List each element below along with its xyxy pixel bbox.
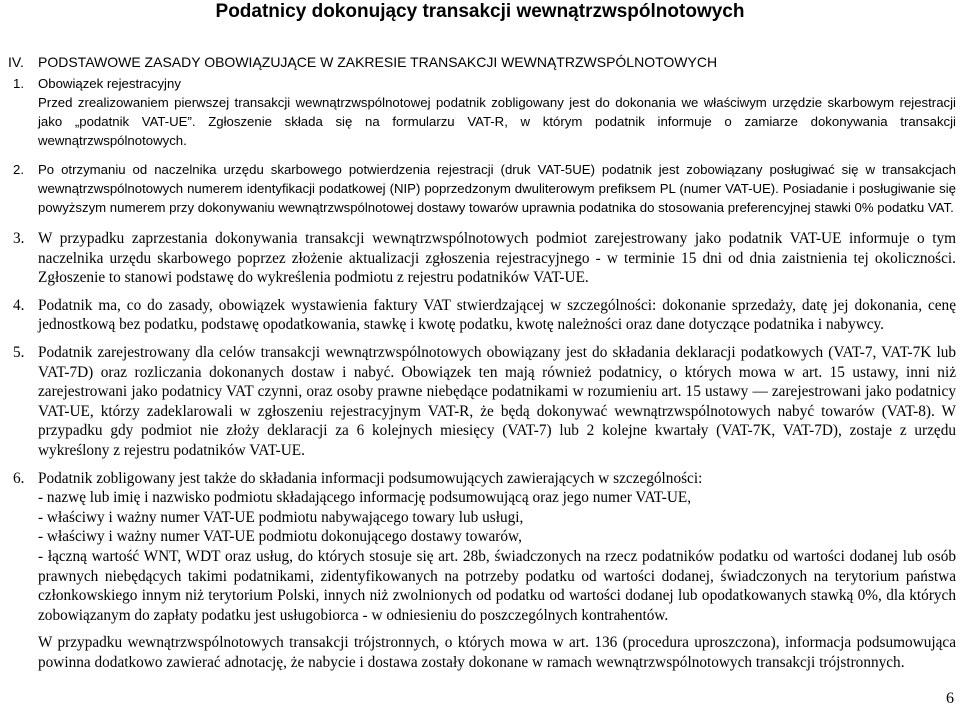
item-text: Przed zrealizowaniem pierwszej transakcji wewnątrzwspólnotowej podatnik zobligowany jest do dokonania we właściwym urzędzie skarbowym rejestracji jako „podatnik VAT-UE”. Zgłoszenie składa się na formularzu VAT-R, w którym podatnik informuje o zamiarze dokonywania transakcji wewnątrzwspólnotowych. bbox=[38, 95, 956, 148]
bullet-item: - właściwy i ważny numer VAT-UE podmiotu dokonującego dostawy towarów, bbox=[38, 528, 522, 546]
list-item-1 bbox=[13, 74, 956, 150]
item-text: Podatnik ma, co do zasady, obowiązek wystawienia faktury VAT stwierdzającej w szczególności: dokonanie sprzedaży, datę jej dokonania, cenę jednostkową bez podatku, podstawę opodatkowania, stawkę i kwotę podatku, kwotę należności oraz dane dotyczące podatnika i nabywcy. bbox=[38, 296, 956, 334]
item-number: 3. bbox=[13, 230, 25, 247]
section-title: PODSTAWOWE ZASADY OBOWIĄZUJĄCE W ZAKRESIE TRANSAKCJI WEWNĄTRZWSPÓLNOTOWYCH bbox=[38, 54, 718, 70]
item-number: 4. bbox=[13, 296, 25, 314]
bullet-item: - nazwę lub imię i nazwisko podmiotu składającego informację podsumowującą oraz jego numer VAT-UE, bbox=[38, 489, 692, 507]
page-title: Podatnicy dokonujący transakcji wewnątrzwspólnotowych bbox=[215, 1, 745, 22]
bullet-item: - właściwy i ważny numer VAT-UE podmiotu nabywającego towary lub usługi, bbox=[38, 508, 524, 526]
item-text: W przypadku zaprzestania dokonywania transakcji wewnątrzwspólnotowych podmiot zarejestrowany jako podatnik VAT-UE informuje o tym naczelnika urzędu skarbowego poprzez złożenie aktualizacji zgłoszenia rejestracyjnego - w terminie 15 dni od dnia zaistnienia tej okoliczności. Zgłoszenie to stanowi podstawę do wykreślenia podmiotu z rejestru podatników VAT-UE. bbox=[38, 230, 956, 287]
item-number: 6. bbox=[13, 469, 25, 487]
list-item-2 bbox=[13, 160, 956, 217]
item-number: 1. bbox=[13, 76, 24, 91]
list-item-6 bbox=[13, 469, 956, 673]
bullet-item: - łączną wartość WNT, WDT oraz usług, do których stosuje się art. 28b, świadczonych na rzecz podatników podatku od wartości dodanej lub osób prawnych niebędących takimi podatnikami, zidentyfikowanych na potrzeby podatku od wartości dodanej, świadczonych na terytorium państwa członkowskiego innym niż terytorium Polski, innych niż zwolnionych od podatku od wartości dodanej lub opodatkowanych stawką 0%, dla których zobowiązanym do zapłaty podatku jest usługobiorca - w odniesieniu do poszczególnych kontrahentów. bbox=[38, 547, 956, 624]
list-item-5 bbox=[13, 343, 956, 461]
item-heading: Obowiązek rejestracyjny bbox=[38, 76, 181, 91]
item-note: W przypadku wewnątrzwspólnotowych transakcji trójstronnych, o których mowa w art. 136 (procedura uproszczona), informacja podsumowująca powinna dodatkowo zawierać adnotację, że nabycie i dostawa zostały dokonane w ramach wewnątrzwspólnotowych transakcji trójstronnych. bbox=[38, 634, 956, 671]
section-number: IV. bbox=[8, 54, 24, 70]
document-body bbox=[13, 74, 956, 672]
item-intro: Podatnik zobligowany jest także do składania informacji podsumowujących zawierających w szczególności: bbox=[38, 469, 703, 487]
section-heading bbox=[8, 54, 717, 71]
page-number: 6 bbox=[946, 690, 954, 707]
list-item-3 bbox=[13, 229, 956, 288]
item-number: 5. bbox=[13, 343, 25, 361]
item-text: Podatnik zarejestrowany dla celów transakcji wewnątrzwspólnotowych obowiązany jest do składania deklaracji podatkowych (VAT-7, VAT-7K lub VAT-7D) oraz rozliczania dokonanych dostaw i nabyć. Obowiązek ten mają również podatnicy, o których mowa w art. 15 ustawy, inni niż zarejestrowani jako podatnicy VAT czynni, oraz osoby prawne niebędące podatnikami w rozumieniu art. 15 ustawy — zarejestrowani jako podatnicy VAT-UE, którzy zadeklarowali w zgłoszeniu rejestracyjnym VAT-R, że będą dokonywać wewnątrzwspólnotowych nabyć towarów (VAT-8). W przypadku gdy podmiot nie złoży deklaracji za 6 kolejnych miesięcy (VAT-7) lub 2 kolejne kwartały (VAT-7K, VAT-7D), zostaje z urzędu wykreślony z rejestru podatników VAT-UE. bbox=[38, 343, 956, 459]
item-number: 2. bbox=[13, 162, 24, 177]
item-text: Po otrzymaniu od naczelnika urzędu skarbowego potwierdzenia rejestracji (druk VAT-5UE) podatnik jest zobowiązany posługiwać się w transakcjach wewnątrzwspólnotowych numerem identyfikacji podatkowej (NIP) poprzedzonym dwuliterowym prefiksem PL (numer VAT-UE). Posiadanie i posługiwanie się powyższym numerem przy dokonywaniu wewnątrzwspólnotowej dostawy towarów uprawnia podatnika do stosowania preferencyjnej stawki 0% podatku VAT. bbox=[38, 162, 956, 215]
list-item-4 bbox=[13, 296, 956, 335]
